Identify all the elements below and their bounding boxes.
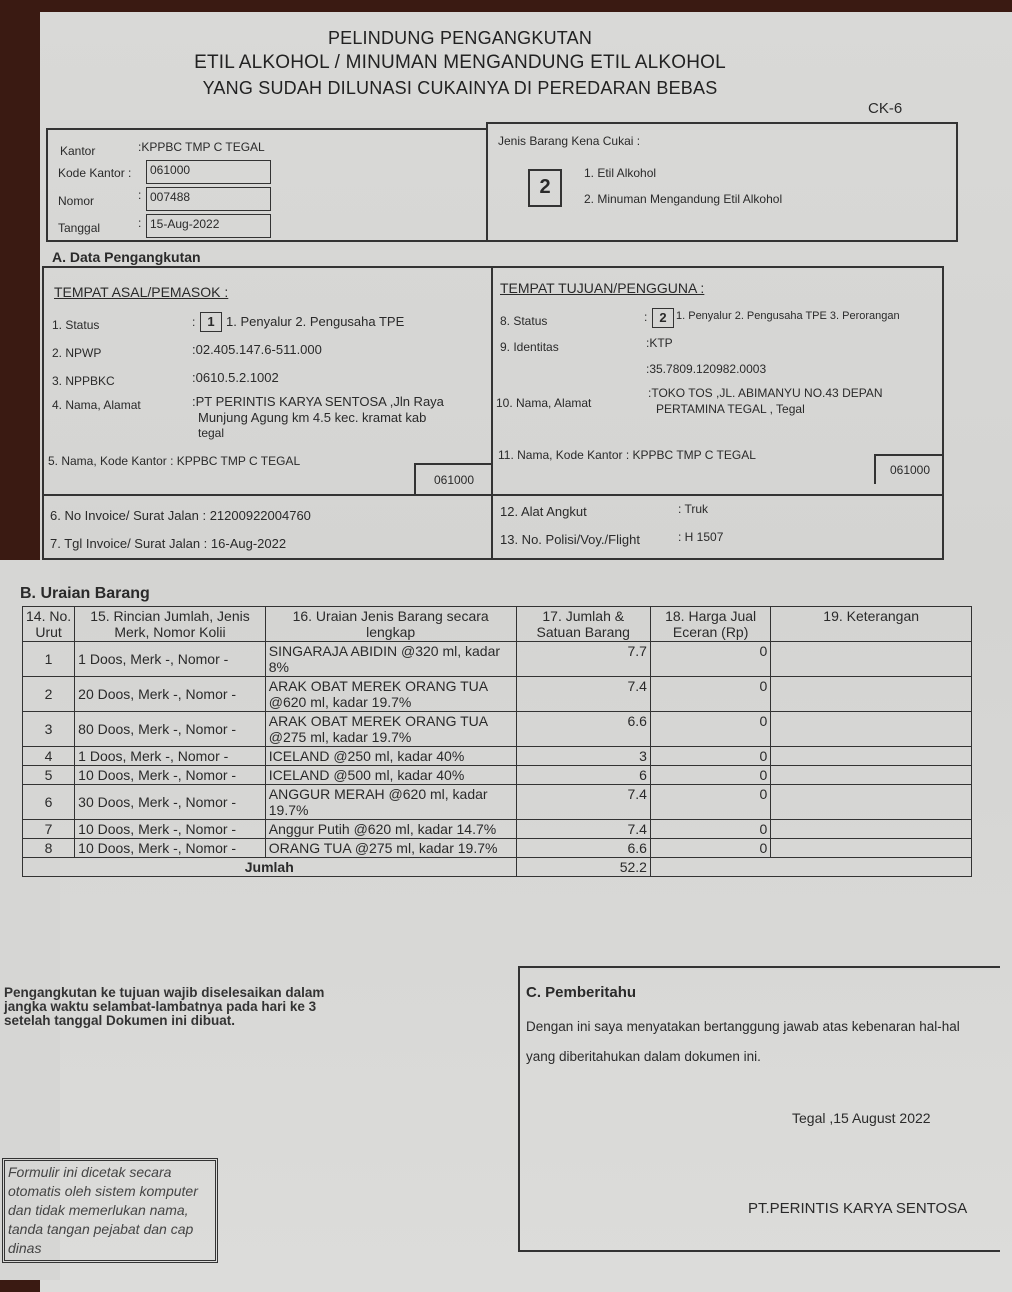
- total-empty: [650, 858, 971, 877]
- row-rincian: 10 Doos, Merk -, Nomor -: [75, 839, 266, 858]
- section-a-divider: [491, 268, 493, 558]
- row-jumlah: 7.4: [516, 785, 650, 820]
- origin-npwp-value: :02.405.147.6-511.000: [192, 342, 322, 357]
- plate-label: 13. No. Polisi/Voy./Flight: [500, 532, 640, 547]
- origin-nama-label: 4. Nama, Alamat: [52, 398, 141, 412]
- row-uraian: Anggur Putih @620 ml, kadar 14.7%: [265, 820, 516, 839]
- row-uraian: ICELAND @500 ml, kadar 40%: [265, 766, 516, 785]
- row-harga: 0: [650, 839, 770, 858]
- row-keterangan: [771, 712, 972, 747]
- row-uraian: ARAK OBAT MEREK ORANG TUA @620 ml, kadar 19.7%: [265, 677, 516, 712]
- row-harga: 0: [650, 712, 770, 747]
- origin-status-label: 1. Status: [52, 318, 100, 332]
- deadline-note: Pengangkutan ke tujuan wajib diselesaikan dalam jangka waktu selambat-lambatnya pada hari ke 3 setelah tanggal Dokumen ini dibuat.: [4, 985, 325, 1028]
- nomor-field: 007488: [146, 187, 271, 211]
- destination-nama-label: 10. Nama, Alamat: [496, 396, 592, 410]
- row-harga: 0: [650, 642, 770, 677]
- row-harga: 0: [650, 677, 770, 712]
- office-box: [46, 128, 488, 242]
- items-header-row: [23, 607, 972, 642]
- row-keterangan: [771, 820, 972, 839]
- row-no: 4: [23, 747, 75, 766]
- col-rincian-header: 15. Rincian Jumlah, Jenis Merk, Nomor Kolii: [75, 607, 266, 642]
- section-a-title: A. Data Pengangkutan: [52, 249, 201, 265]
- row-jumlah: 6.6: [516, 712, 650, 747]
- company-name: PT.PERINTIS KARYA SENTOSA: [748, 1200, 968, 1217]
- origin-status-box: 1: [200, 312, 222, 332]
- destination-kantor-code: 061000: [874, 454, 944, 484]
- col-no-header: 14. No. Urut: [23, 607, 75, 642]
- excise-option-2: 2. Minuman Mengandung Etil Alkohol: [584, 192, 783, 206]
- table-row: [23, 785, 972, 820]
- row-no: 5: [23, 766, 75, 785]
- destination-status-options: 1. Penyalur 2. Pengusaha TPE 3. Perorangan: [676, 310, 900, 322]
- row-keterangan: [771, 642, 972, 677]
- title-line-2: ETIL ALKOHOL / MINUMAN MENGANDUNG ETIL ALKOHOL: [194, 52, 726, 73]
- origin-nama-value-3: tegal: [198, 426, 225, 440]
- destination-status-box: 2: [652, 308, 674, 328]
- origin-status-options: 1. Penyalur 2. Pengusaha TPE: [226, 314, 405, 329]
- destination-identitas-number: :35.7809.120982.0003: [646, 362, 767, 376]
- section-b-title: B. Uraian Barang: [20, 585, 150, 602]
- excise-option-1: 1. Etil Alkohol: [584, 166, 657, 180]
- table-row: [23, 766, 972, 785]
- row-keterangan: [771, 839, 972, 858]
- row-keterangan: [771, 785, 972, 820]
- notifier-box: [518, 966, 1000, 1252]
- kantor-label: Kantor: [60, 144, 96, 158]
- excise-goods-selected: 2: [528, 169, 562, 207]
- col-uraian-header: 16. Uraian Jenis Barang secara lengkap: [265, 607, 516, 642]
- section-a-box: [42, 266, 944, 560]
- row-uraian: SINGARAJA ABIDIN @320 ml, kadar 8%: [265, 642, 516, 677]
- row-rincian: 30 Doos, Merk -, Nomor -: [75, 785, 266, 820]
- table-row: [23, 747, 972, 766]
- kode-kantor-label: Kode Kantor :: [58, 166, 132, 180]
- col-keterangan-header: 19. Keterangan: [771, 607, 972, 642]
- row-rincian: 80 Doos, Merk -, Nomor -: [75, 712, 266, 747]
- row-no: 6: [23, 785, 75, 820]
- row-uraian: ANGGUR MERAH @620 ml, kadar 19.7%: [265, 785, 516, 820]
- row-jumlah: 3: [516, 747, 650, 766]
- row-rincian: 20 Doos, Merk -, Nomor -: [75, 677, 266, 712]
- row-jumlah: 7.7: [516, 642, 650, 677]
- notifier-title: C. Pemberitahu: [526, 984, 637, 1001]
- transport-value: : Truk: [678, 502, 709, 516]
- nomor-colon: :: [138, 188, 142, 202]
- origin-npwp-label: 2. NPWP: [52, 346, 102, 360]
- row-harga: 0: [650, 747, 770, 766]
- row-harga: 0: [650, 766, 770, 785]
- destination-status-colon: :: [644, 310, 648, 324]
- destination-nama-value-2: PERTAMINA TEGAL , Tegal: [656, 402, 805, 416]
- place-date: Tegal ,15 August 2022: [792, 1110, 931, 1126]
- row-no: 8: [23, 839, 75, 858]
- row-rincian: 10 Doos, Merk -, Nomor -: [75, 766, 266, 785]
- origin-kantor-label: 5. Nama, Kode Kantor : KPPBC TMP C TEGAL: [48, 454, 301, 468]
- auto-print-note: Formulir ini dicetak secara otomatis oleh sistem komputer dan tidak memerlukan nama, tanda tangan pejabat dan cap dinas: [2, 1158, 218, 1263]
- row-jumlah: 7.4: [516, 820, 650, 839]
- origin-nppbkc-value: :0610.5.2.1002: [192, 370, 279, 385]
- col-jumlah-header: 17. Jumlah & Satuan Barang: [516, 607, 650, 642]
- row-uraian: ARAK OBAT MEREK ORANG TUA @275 ml, kadar 19.7%: [265, 712, 516, 747]
- destination-identitas-label: 9. Identitas: [500, 340, 559, 354]
- origin-heading: TEMPAT ASAL/PEMASOK :: [54, 284, 229, 300]
- total-label: Jumlah: [23, 858, 517, 877]
- title-line-1: PELINDUNG PENGANGKUTAN: [327, 28, 593, 48]
- plate-value: : H 1507: [678, 530, 724, 544]
- origin-nama-value-2: Munjung Agung km 4.5 kec. kramat kab: [198, 410, 427, 425]
- table-row: [23, 839, 972, 858]
- row-no: 2: [23, 677, 75, 712]
- tanggal-colon: :: [138, 216, 142, 230]
- table-row: [23, 642, 972, 677]
- origin-nppbkc-label: 3. NPPBKC: [52, 374, 115, 388]
- row-jumlah: 6.6: [516, 839, 650, 858]
- row-keterangan: [771, 677, 972, 712]
- row-uraian: ORANG TUA @275 ml, kadar 19.7%: [265, 839, 516, 858]
- destination-nama-value-1: :TOKO TOS ,JL. ABIMANYU NO.43 DEPAN: [648, 386, 883, 400]
- invoice-date: 7. Tgl Invoice/ Surat Jalan : 16-Aug-2022: [50, 536, 287, 551]
- excise-goods-box: [486, 122, 958, 242]
- section-a-hline: [44, 494, 942, 496]
- row-rincian: 10 Doos, Merk -, Nomor -: [75, 820, 266, 839]
- items-total-row: [23, 858, 972, 877]
- origin-status-colon: :: [192, 315, 196, 329]
- row-no: 1: [23, 642, 75, 677]
- origin-nama-value-1: :PT PERINTIS KARYA SENTOSA ,Jln Raya: [192, 394, 444, 409]
- row-no: 3: [23, 712, 75, 747]
- table-row: [23, 712, 972, 747]
- row-rincian: 1 Doos, Merk -, Nomor -: [75, 747, 266, 766]
- notifier-statement: Dengan ini saya menyatakan bertanggung jawab atas kebenaran hal-hal yang diberitahukan dalam dokumen ini.: [526, 1019, 960, 1064]
- destination-status-label: 8. Status: [500, 314, 548, 328]
- title-line-3: YANG SUDAH DILUNASI CUKAINYA DI PEREDARAN BEBAS: [202, 78, 718, 98]
- nomor-label: Nomor: [58, 194, 95, 208]
- row-no: 7: [23, 820, 75, 839]
- transport-label: 12. Alat Angkut: [500, 504, 587, 519]
- row-harga: 0: [650, 785, 770, 820]
- tanggal-label: Tanggal: [58, 221, 101, 235]
- row-jumlah: 6: [516, 766, 650, 785]
- invoice-number: 6. No Invoice/ Surat Jalan : 21200922004760: [50, 508, 311, 523]
- table-row: [23, 677, 972, 712]
- origin-kantor-code: 061000: [414, 463, 492, 495]
- destination-heading: TEMPAT TUJUAN/PENGGUNA :: [500, 280, 705, 296]
- items-table: [22, 606, 972, 877]
- form-code: CK-6: [868, 100, 903, 117]
- row-uraian: ICELAND @250 ml, kadar 40%: [265, 747, 516, 766]
- row-keterangan: [771, 747, 972, 766]
- row-jumlah: 7.4: [516, 677, 650, 712]
- kode-kantor-field: 061000: [146, 160, 271, 184]
- row-harga: 0: [650, 820, 770, 839]
- col-harga-header: 18. Harga Jual Eceran (Rp): [650, 607, 770, 642]
- items-body: [23, 642, 972, 858]
- destination-identitas-value: :KTP: [646, 336, 673, 350]
- tanggal-field: 15-Aug-2022: [146, 214, 271, 238]
- row-rincian: 1 Doos, Merk -, Nomor -: [75, 642, 266, 677]
- table-row: [23, 820, 972, 839]
- excise-goods-label: Jenis Barang Kena Cukai :: [498, 134, 641, 148]
- destination-kantor-label: 11. Nama, Kode Kantor : KPPBC TMP C TEGAL: [498, 448, 756, 462]
- row-keterangan: [771, 766, 972, 785]
- total-value: 52.2: [516, 858, 650, 877]
- kantor-value: :KPPBC TMP C TEGAL: [138, 140, 265, 154]
